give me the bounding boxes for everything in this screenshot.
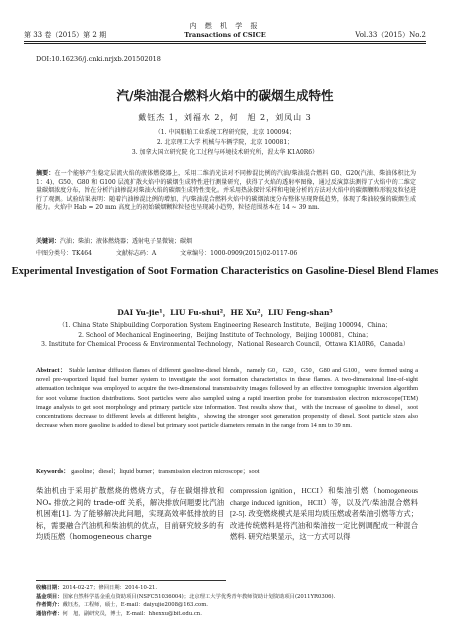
keywords-en-label: Keywords： [36, 468, 70, 475]
title-cn: 汽/柴油混合燃料火焰中的碳烟生成特性 [116, 88, 334, 103]
footnotes [36, 584, 426, 618]
footnote-author: 作者简介：戴钰杰，工程师，硕士，E-mail：daiyujie2008@163.com. [36, 602, 208, 608]
body-column-left: 柴油机由于采用扩散燃烧的燃烧方式，存在碳烟排放和 NOₓ 排放之间的 trade-off 关系，解决排放问题要比汽油机困难[1]. 为了能够解决此问题，实现高效率低排放的目标，需要融合汽油机和柴油机的优点，目前研究较多的有均质压燃（homogeneous charge [36, 486, 224, 541]
affiliation-en-1: （1. China State Shipbuilding Corporation System Engineering Research Institute，Beijing 100094，China； [58, 322, 392, 329]
classification-cn [36, 248, 416, 257]
journal-name-cn: 内 燃 机 学 报 [189, 22, 261, 30]
title-en: Experimental Investigation of Soot Formation Characteristics on Gasoline-Diesel Blend Flames [11, 266, 439, 277]
header-rule-thick [24, 41, 426, 42]
authors-cn: 戴钰杰 1，刘福水 2，何 旭 2，刘凤山 3 [138, 113, 312, 122]
body-column-right: compression ignition，HCCI）和柴油引燃（homogeneous charge induced ignition，HCII）等，以及汽/柴油混合燃料[2-5]. 改变燃烧模式是采用均质压燃或者柴油引燃等方式；改进传统燃料是将汽油和柴油按一定比例调配成一种混合燃料. 研究结果显示，这一方式可以得 [230, 486, 418, 541]
keywords-cn-text: 汽油；柴油；液体燃烧器；透射电子显微镜；碳烟 [60, 238, 193, 245]
abstract-en-label: Abstract： [36, 367, 67, 374]
affiliation-cn-3: 3. 加拿大国立研究院 化工过程与环境技术研究所，渥太华 K1A0R6） [131, 149, 319, 156]
footnote-rule [36, 580, 226, 581]
footnote-received: 收稿日期：2014-02-27；修回日期：2014-10-21. [36, 585, 158, 591]
abstract-cn [36, 170, 416, 213]
article-number: 文章编号：1000-0909(2015)02-0117-06 [180, 250, 298, 257]
affiliation-cn-2: 2. 北京理工大学 机械与车辆学院，北京 100081； [156, 139, 294, 146]
keywords-en-text: gasoline；diesel；liquid burner；transmission electron microscope；soot [71, 468, 260, 475]
affiliations-en [0, 321, 450, 350]
clc-number: 中图分类号：TK464 [36, 250, 92, 257]
authors-en: DAI Yu-jie¹，LIU Fu-shui²，HE Xu²，LIU Feng-shan³ [117, 308, 333, 317]
abstract-cn-label: 摘要： [36, 170, 55, 177]
keywords-cn [36, 238, 416, 246]
journal-name-en: Transactions of CSICE [184, 31, 266, 39]
header-volume-cn: 第 33 卷（2015）第 2 期 [24, 31, 107, 39]
footnote-funding: 基金项目：国家自然科学基金重点资助项目(NSFC51036004)；北京理工大学优秀青年教师资助计划资助项目(2011YR0306). [36, 593, 336, 600]
affiliation-cn-1: （1. 中国船舶工业系统工程研究院，北京 100094； [154, 129, 296, 136]
abstract-en [36, 366, 418, 430]
keywords-cn-label: 关键词： [36, 238, 61, 245]
abstract-en-text: Stable laminar diffusion flames of different gasoline-diesel blends，namely G0，G20，G50，G80 and G100，were formed using a novel pre-vaporized liquid fuel burner system to investigate the soot formation characteristics in these flames. A two-dimensional line-of-sight attenuation technique was employed to acquire the two-dimensional transmissivity images followed by an effective tomographic inversion algorithm for soot volume fraction distributions. Soot particles were also sampled using a rapid insertion probe for transmission electron microscope(TEM) image analysis to get soot morphology and primary particle size information. Test results show that，with the increase of gasoline to diesel，soot concentrations decrease to different levels at different heights，showing the stronger soot generation propensity of diesel. Soot particle sizes also decrease when more gasoline is added to diesel but primary soot particle diameters remain in the range from 14 nm to 39 nm. [36, 367, 418, 430]
doi-line: DOI:10.16236/j.cnki.nrjxb.201502018 [36, 55, 161, 63]
keywords-en [36, 466, 418, 475]
header-rule-thin [24, 43, 426, 44]
header-volume-en: Vol.33（2015）No.2 [355, 31, 426, 39]
affiliation-en-3: 3. Institute for Chemical Process & Environmental Technology，National Research Council，Ottawa K1A0R6，Canada） [41, 341, 409, 348]
document-code: 文献标志码：A [115, 250, 157, 257]
footnote-corresponding: 通信作者：何 旭，副研究员，博士，E-mail：hhexxu@bit.edu.cn. [36, 610, 202, 617]
abstract-cn-text: 在一个能够产生稳定层流火焰的液体燃烧器上，采用二维消光法对不同掺混比例的汽油/柴油混合燃料 G0、G20(汽油、柴油体积比为 1：4)、G50、G80 和 G100 层流扩散火焰中的碳烟生成特性进行测量研究，获得了火焰的透射率图像，通过反演算法测得了火焰中的二维定量碳烟浓度分布，旨在分析汽油掺混对柴油火焰的碳烟生成特性变化。并采用热泳探针采样和电镜分析的方法对火焰中的碳烟颗粒形貌及粒径进行了观测。试验结果表明：随着汽油掺混比例的增加，汽/柴油混合燃料火焰中的碳烟浓度分布整体呈现降低趋势，体现了柴油较强的碳烟生成能力。火焰中 Hab = 20 mm 高度上的初始碳烟颗粒粒径也呈现减小趋势，粒径范围基本在 14 ~ 39 nm. [36, 170, 416, 212]
affiliation-en-2: 2. School of Mechanical Engineering，Beijing Institute of Technology，Beijing 100081，China； [78, 331, 372, 339]
affiliations-cn [0, 128, 450, 158]
